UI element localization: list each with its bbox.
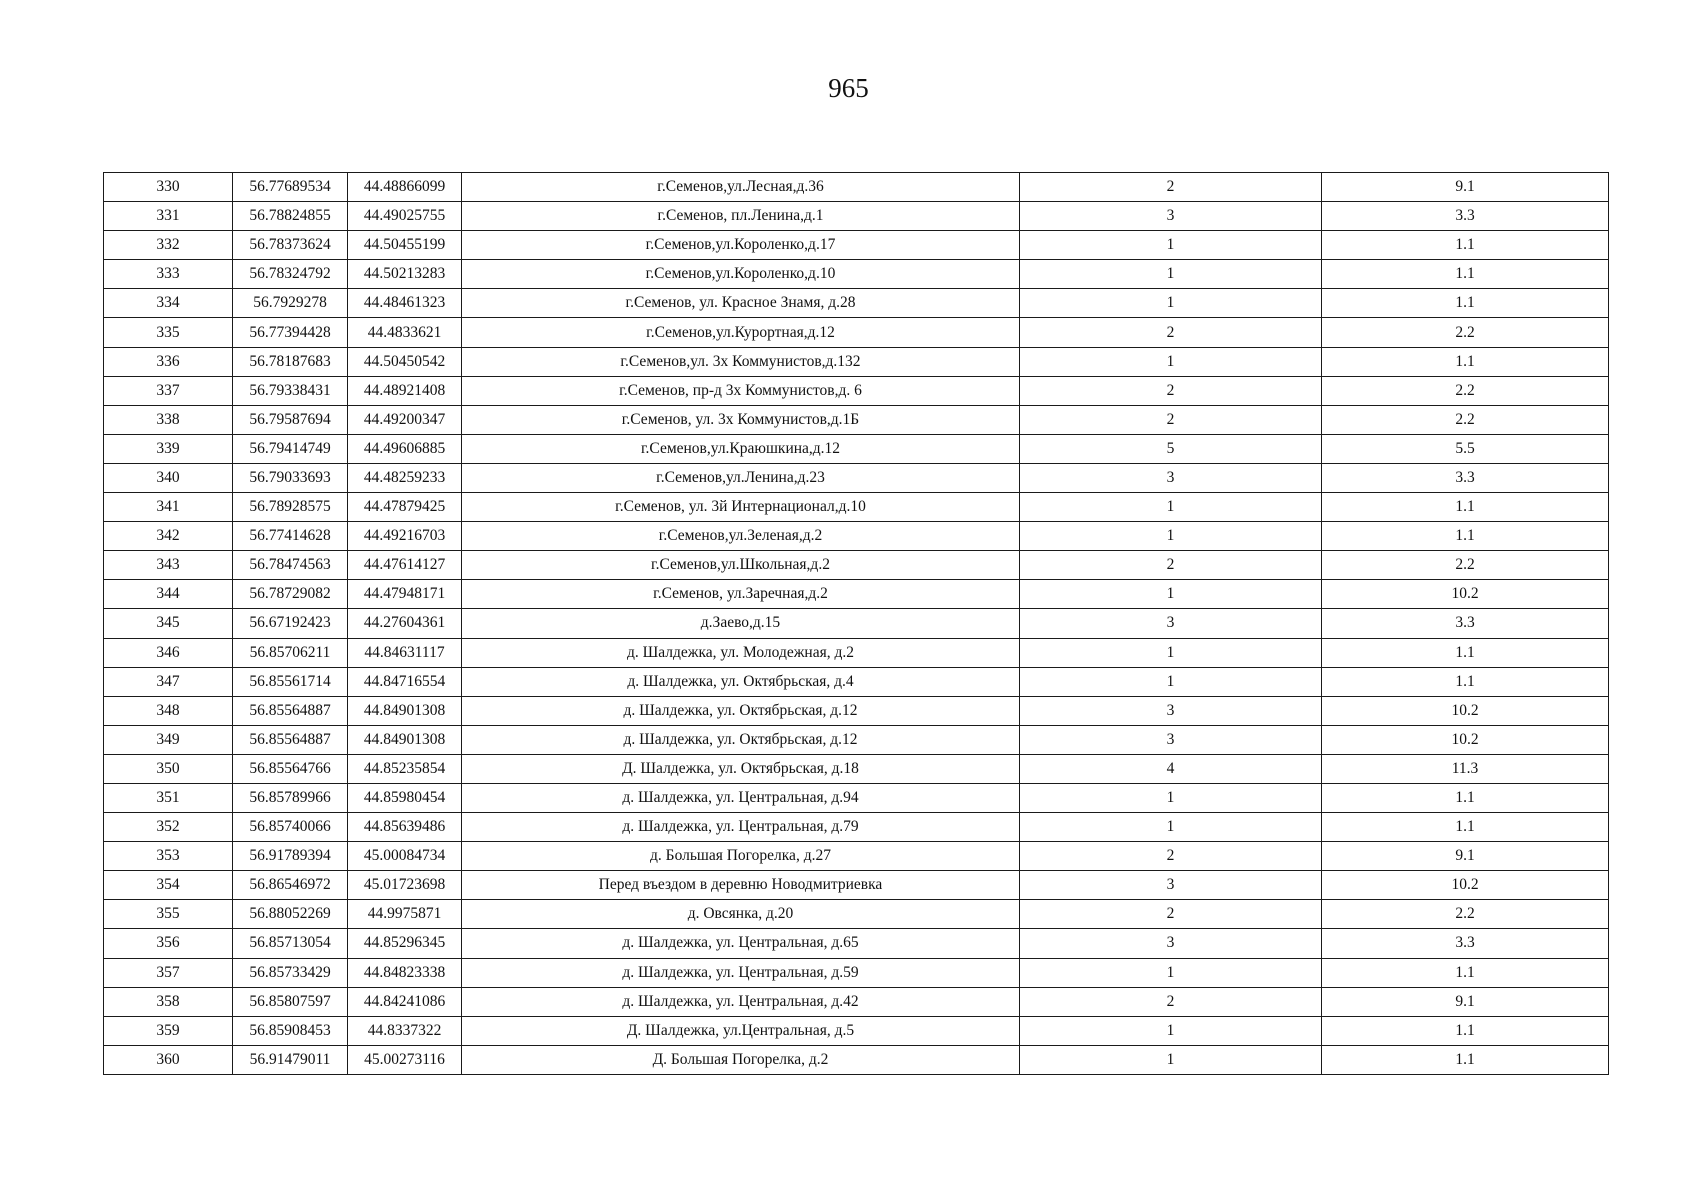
cell-longitude: 44.85235854 [348, 754, 462, 783]
cell-longitude: 44.85980454 [348, 783, 462, 812]
cell-count: 2 [1020, 318, 1322, 347]
table-body [104, 173, 1609, 1075]
cell-address: г.Семенов, ул. 3й Интернационал,д.10 [462, 493, 1020, 522]
cell-longitude: 44.84631117 [348, 638, 462, 667]
cell-number: 337 [104, 376, 233, 405]
cell-number: 331 [104, 202, 233, 231]
table-row [104, 318, 1609, 347]
cell-latitude: 56.67192423 [233, 609, 348, 638]
cell-count: 2 [1020, 405, 1322, 434]
cell-count: 1 [1020, 493, 1322, 522]
cell-latitude: 56.78729082 [233, 580, 348, 609]
cell-longitude: 44.49025755 [348, 202, 462, 231]
cell-code: 10.2 [1322, 871, 1609, 900]
table-row [104, 958, 1609, 987]
cell-address: г.Семенов,ул.Зеленая,д.2 [462, 522, 1020, 551]
cell-address: г.Семенов,ул.Короленко,д.10 [462, 260, 1020, 289]
table-row [104, 609, 1609, 638]
cell-count: 4 [1020, 754, 1322, 783]
table-row [104, 376, 1609, 405]
cell-code: 10.2 [1322, 696, 1609, 725]
cell-address: Перед въездом в деревню Новодмитриевка [462, 871, 1020, 900]
cell-longitude: 44.47614127 [348, 551, 462, 580]
cell-address: г.Семенов,ул.Короленко,д.17 [462, 231, 1020, 260]
cell-code: 2.2 [1322, 318, 1609, 347]
cell-longitude: 44.85296345 [348, 929, 462, 958]
cell-code: 3.3 [1322, 609, 1609, 638]
cell-longitude: 44.47879425 [348, 493, 462, 522]
cell-code: 3.3 [1322, 202, 1609, 231]
cell-count: 2 [1020, 551, 1322, 580]
table-row [104, 754, 1609, 783]
cell-latitude: 56.79587694 [233, 405, 348, 434]
cell-code: 1.1 [1322, 493, 1609, 522]
cell-longitude: 44.47948171 [348, 580, 462, 609]
table-row [104, 725, 1609, 754]
cell-number: 332 [104, 231, 233, 260]
cell-longitude: 45.00273116 [348, 1045, 462, 1074]
cell-count: 1 [1020, 958, 1322, 987]
cell-code: 1.1 [1322, 1045, 1609, 1074]
table-row [104, 696, 1609, 725]
cell-code: 3.3 [1322, 929, 1609, 958]
cell-address: д.Заево,д.15 [462, 609, 1020, 638]
cell-latitude: 56.78928575 [233, 493, 348, 522]
table-row [104, 493, 1609, 522]
cell-latitude: 56.79414749 [233, 434, 348, 463]
cell-number: 355 [104, 900, 233, 929]
data-table [103, 172, 1609, 1075]
cell-code: 1.1 [1322, 260, 1609, 289]
cell-latitude: 56.85564887 [233, 696, 348, 725]
cell-number: 345 [104, 609, 233, 638]
cell-longitude: 44.50455199 [348, 231, 462, 260]
cell-count: 1 [1020, 783, 1322, 812]
cell-latitude: 56.88052269 [233, 900, 348, 929]
cell-latitude: 56.85807597 [233, 987, 348, 1016]
cell-count: 1 [1020, 1045, 1322, 1074]
cell-address: г.Семенов, ул.Заречная,д.2 [462, 580, 1020, 609]
cell-latitude: 56.78824855 [233, 202, 348, 231]
table-row [104, 638, 1609, 667]
cell-latitude: 56.77414628 [233, 522, 348, 551]
table-row [104, 580, 1609, 609]
cell-code: 1.1 [1322, 1016, 1609, 1045]
cell-address: г.Семенов, пл.Ленина,д.1 [462, 202, 1020, 231]
cell-code: 1.1 [1322, 813, 1609, 842]
cell-latitude: 56.7929278 [233, 289, 348, 318]
cell-latitude: 56.78187683 [233, 347, 348, 376]
cell-longitude: 44.9975871 [348, 900, 462, 929]
table-row [104, 202, 1609, 231]
cell-address: д. Шалдежка, ул. Молодежная, д.2 [462, 638, 1020, 667]
cell-latitude: 56.91479011 [233, 1045, 348, 1074]
cell-longitude: 44.8337322 [348, 1016, 462, 1045]
cell-number: 336 [104, 347, 233, 376]
cell-code: 3.3 [1322, 463, 1609, 492]
cell-address: д. Большая Погорелка, д.27 [462, 842, 1020, 871]
table-row [104, 405, 1609, 434]
cell-count: 1 [1020, 260, 1322, 289]
cell-number: 358 [104, 987, 233, 1016]
cell-address: Д. Шалдежка, ул.Центральная, д.5 [462, 1016, 1020, 1045]
cell-latitude: 56.79033693 [233, 463, 348, 492]
cell-count: 3 [1020, 725, 1322, 754]
cell-count: 3 [1020, 202, 1322, 231]
cell-code: 1.1 [1322, 667, 1609, 696]
cell-count: 3 [1020, 609, 1322, 638]
cell-count: 2 [1020, 376, 1322, 405]
cell-code: 1.1 [1322, 783, 1609, 812]
cell-latitude: 56.85564887 [233, 725, 348, 754]
cell-count: 1 [1020, 522, 1322, 551]
cell-count: 1 [1020, 813, 1322, 842]
cell-code: 10.2 [1322, 580, 1609, 609]
cell-latitude: 56.78474563 [233, 551, 348, 580]
cell-longitude: 44.50450542 [348, 347, 462, 376]
cell-address: д. Шалдежка, ул. Центральная, д.59 [462, 958, 1020, 987]
cell-longitude: 44.49606885 [348, 434, 462, 463]
cell-latitude: 56.86546972 [233, 871, 348, 900]
cell-address: г.Семенов,ул.Лесная,д.36 [462, 173, 1020, 202]
cell-longitude: 44.84241086 [348, 987, 462, 1016]
cell-latitude: 56.85740066 [233, 813, 348, 842]
table-row [104, 842, 1609, 871]
cell-latitude: 56.85561714 [233, 667, 348, 696]
table-row [104, 551, 1609, 580]
cell-number: 343 [104, 551, 233, 580]
cell-number: 348 [104, 696, 233, 725]
cell-code: 1.1 [1322, 347, 1609, 376]
cell-latitude: 56.85713054 [233, 929, 348, 958]
cell-longitude: 44.48259233 [348, 463, 462, 492]
cell-code: 2.2 [1322, 551, 1609, 580]
table-row [104, 929, 1609, 958]
cell-longitude: 44.48461323 [348, 289, 462, 318]
cell-count: 1 [1020, 1016, 1322, 1045]
cell-number: 357 [104, 958, 233, 987]
cell-code: 1.1 [1322, 958, 1609, 987]
cell-latitude: 56.85908453 [233, 1016, 348, 1045]
cell-code: 5.5 [1322, 434, 1609, 463]
cell-address: Д. Шалдежка, ул. Октябрьская, д.18 [462, 754, 1020, 783]
cell-count: 5 [1020, 434, 1322, 463]
table-row [104, 667, 1609, 696]
cell-longitude: 44.84716554 [348, 667, 462, 696]
cell-number: 340 [104, 463, 233, 492]
cell-code: 1.1 [1322, 522, 1609, 551]
table-row [104, 434, 1609, 463]
cell-count: 3 [1020, 871, 1322, 900]
cell-number: 339 [104, 434, 233, 463]
cell-code: 11.3 [1322, 754, 1609, 783]
cell-address: д. Овсянка, д.20 [462, 900, 1020, 929]
cell-number: 344 [104, 580, 233, 609]
table-row [104, 813, 1609, 842]
cell-count: 1 [1020, 638, 1322, 667]
cell-latitude: 56.91789394 [233, 842, 348, 871]
cell-address: г.Семенов,ул. 3х Коммунистов,д.132 [462, 347, 1020, 376]
cell-latitude: 56.85564766 [233, 754, 348, 783]
cell-count: 3 [1020, 929, 1322, 958]
cell-code: 10.2 [1322, 725, 1609, 754]
table-row [104, 231, 1609, 260]
table-row [104, 987, 1609, 1016]
cell-longitude: 44.49216703 [348, 522, 462, 551]
cell-number: 335 [104, 318, 233, 347]
cell-count: 1 [1020, 231, 1322, 260]
cell-address: г.Семенов,ул.Курортная,д.12 [462, 318, 1020, 347]
cell-count: 2 [1020, 842, 1322, 871]
cell-number: 333 [104, 260, 233, 289]
cell-latitude: 56.85789966 [233, 783, 348, 812]
table-row [104, 463, 1609, 492]
cell-number: 338 [104, 405, 233, 434]
page-number: 965 [828, 73, 869, 103]
cell-latitude: 56.85733429 [233, 958, 348, 987]
cell-code: 2.2 [1322, 405, 1609, 434]
table-row [104, 1045, 1609, 1074]
table-row [104, 871, 1609, 900]
cell-code: 2.2 [1322, 376, 1609, 405]
cell-number: 341 [104, 493, 233, 522]
cell-code: 9.1 [1322, 987, 1609, 1016]
cell-code: 1.1 [1322, 231, 1609, 260]
cell-count: 2 [1020, 173, 1322, 202]
cell-number: 350 [104, 754, 233, 783]
cell-count: 1 [1020, 667, 1322, 696]
table-row [104, 347, 1609, 376]
cell-number: 354 [104, 871, 233, 900]
cell-code: 9.1 [1322, 173, 1609, 202]
cell-code: 9.1 [1322, 842, 1609, 871]
cell-address: Д. Большая Погорелка, д.2 [462, 1045, 1020, 1074]
cell-count: 1 [1020, 580, 1322, 609]
cell-longitude: 44.50213283 [348, 260, 462, 289]
cell-code: 1.1 [1322, 289, 1609, 318]
cell-address: д. Шалдежка, ул. Октябрьская, д.12 [462, 696, 1020, 725]
cell-count: 3 [1020, 696, 1322, 725]
cell-address: д. Шалдежка, ул. Центральная, д.79 [462, 813, 1020, 842]
cell-latitude: 56.85706211 [233, 638, 348, 667]
cell-address: г.Семенов,ул.Ленина,д.23 [462, 463, 1020, 492]
table-row [104, 260, 1609, 289]
cell-number: 334 [104, 289, 233, 318]
cell-latitude: 56.77689534 [233, 173, 348, 202]
cell-count: 2 [1020, 900, 1322, 929]
cell-longitude: 44.48866099 [348, 173, 462, 202]
cell-latitude: 56.77394428 [233, 318, 348, 347]
cell-address: г.Семенов, пр-д 3х Коммунистов,д. 6 [462, 376, 1020, 405]
cell-longitude: 44.27604361 [348, 609, 462, 638]
cell-longitude: 44.85639486 [348, 813, 462, 842]
cell-number: 342 [104, 522, 233, 551]
cell-longitude: 45.00084734 [348, 842, 462, 871]
cell-number: 359 [104, 1016, 233, 1045]
table-row [104, 1016, 1609, 1045]
cell-number: 353 [104, 842, 233, 871]
cell-address: г.Семенов,ул.Школьная,д.2 [462, 551, 1020, 580]
cell-longitude: 44.4833621 [348, 318, 462, 347]
cell-count: 1 [1020, 347, 1322, 376]
cell-longitude: 45.01723698 [348, 871, 462, 900]
cell-address: г.Семенов,ул.Краюшкина,д.12 [462, 434, 1020, 463]
cell-number: 347 [104, 667, 233, 696]
cell-address: д. Шалдежка, ул. Центральная, д.94 [462, 783, 1020, 812]
cell-count: 3 [1020, 463, 1322, 492]
cell-code: 1.1 [1322, 638, 1609, 667]
cell-count: 1 [1020, 289, 1322, 318]
cell-address: г.Семенов, ул. Красное Знамя, д.28 [462, 289, 1020, 318]
cell-number: 330 [104, 173, 233, 202]
cell-number: 349 [104, 725, 233, 754]
cell-longitude: 44.84901308 [348, 696, 462, 725]
cell-number: 360 [104, 1045, 233, 1074]
cell-number: 352 [104, 813, 233, 842]
cell-longitude: 44.84901308 [348, 725, 462, 754]
table-row [104, 173, 1609, 202]
cell-count: 2 [1020, 987, 1322, 1016]
cell-latitude: 56.78373624 [233, 231, 348, 260]
cell-address: г.Семенов, ул. 3х Коммунистов,д.1Б [462, 405, 1020, 434]
cell-latitude: 56.79338431 [233, 376, 348, 405]
table-row [104, 289, 1609, 318]
cell-longitude: 44.49200347 [348, 405, 462, 434]
cell-latitude: 56.78324792 [233, 260, 348, 289]
cell-longitude: 44.84823338 [348, 958, 462, 987]
cell-number: 346 [104, 638, 233, 667]
table-row [104, 783, 1609, 812]
cell-number: 356 [104, 929, 233, 958]
cell-number: 351 [104, 783, 233, 812]
table-row [104, 900, 1609, 929]
cell-code: 2.2 [1322, 900, 1609, 929]
cell-address: д. Шалдежка, ул. Октябрьская, д.12 [462, 725, 1020, 754]
table-row [104, 522, 1609, 551]
cell-address: д. Шалдежка, ул. Октябрьская, д.4 [462, 667, 1020, 696]
cell-address: д. Шалдежка, ул. Центральная, д.65 [462, 929, 1020, 958]
cell-address: д. Шалдежка, ул. Центральная, д.42 [462, 987, 1020, 1016]
cell-longitude: 44.48921408 [348, 376, 462, 405]
